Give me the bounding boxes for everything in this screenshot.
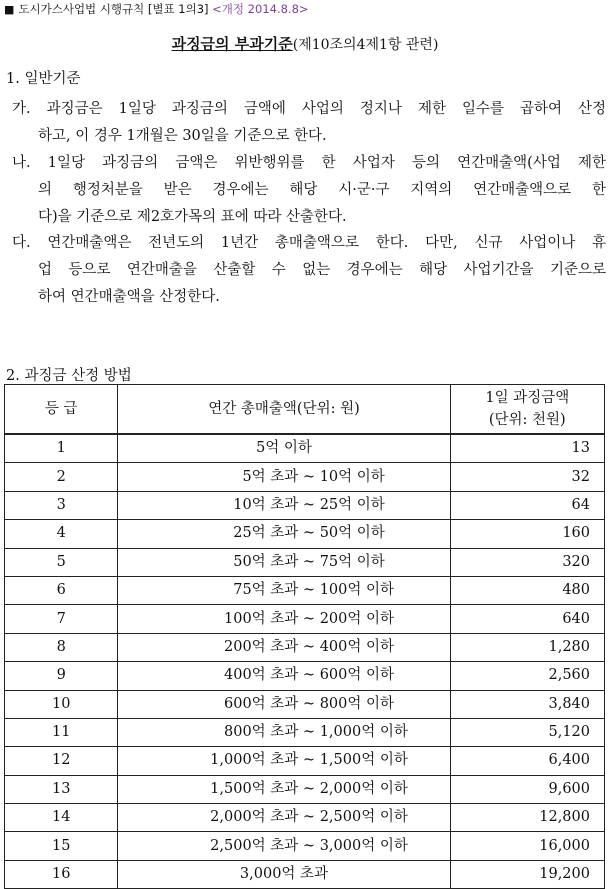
fine-amount-cell: 64 [450,491,604,519]
range-tilde: ~ [302,809,316,826]
table-row [5,633,605,661]
grade-cell: 8 [5,633,118,661]
grade-cell: 15 [5,832,118,860]
sales-to: 400억 이하 [319,638,394,655]
fine-amount-cell: 2,560 [450,662,604,690]
square-bullet-icon: ■ [4,3,15,16]
sales-from: 25억 초과 [233,525,299,542]
sales-range-cell [118,576,450,604]
table-row [5,747,605,775]
sales-to: 2,000억 이하 [319,780,408,797]
general-rule-ga [12,96,606,150]
grade-cell: 6 [5,576,118,604]
range-tilde: ~ [302,496,316,513]
grade-cell: 13 [5,775,118,803]
grade-cell: 12 [5,747,118,775]
grade-cell: 2 [5,463,118,491]
fine-amount-cell: 320 [450,548,604,576]
sales-from: 2,500억 초과 [210,837,299,854]
sales-from: 75억 초과 [233,582,299,599]
grade-cell: 7 [5,605,118,633]
rule-line: 업 등으로 연간매출을 산출할 수 없는 경우에는 해당 사업기간을 기준으로 [38,262,606,278]
sales-to: 75억 이하 [319,553,385,570]
sales-from: 400억 초과 [224,667,299,684]
table-row [5,434,605,463]
fine-header-line1: 1일 과징금액 [485,390,570,406]
range-tilde: ~ [302,610,316,627]
sales-from: 600억 초과 [224,695,299,712]
fine-amount-cell: 1,280 [450,633,604,661]
sales-from: 10억 초과 [233,496,299,513]
grade-cell: 16 [5,860,118,888]
grade-cell: 10 [5,690,118,718]
document-header [4,1,309,18]
grade-column-header: 등 급 [5,385,118,435]
fine-amount-cell: 480 [450,576,604,604]
sales-range-cell [118,605,450,633]
table-row [5,463,605,491]
rule-line: 다. 연간매출액은 전년도의 1년간 총매출액으로 한다. 다만, 신규 사업이나 휴 [12,235,606,251]
sales-to: 2,500억 이하 [319,809,408,826]
sales-to: 800억 이하 [319,695,394,712]
sales-to: 100억 이하 [319,582,394,599]
range-tilde: ~ [302,667,316,684]
table-header-row [5,385,605,435]
general-rule-na [12,150,606,231]
range-tilde: ~ [302,468,316,485]
sales-to: 3,000억 이하 [319,837,408,854]
page-title [0,34,610,55]
sales-range-cell [118,491,450,519]
table-row [5,605,605,633]
sales-from: 1,000억 초과 [210,752,299,769]
sales-from: 800억 초과 [224,724,299,741]
fine-amount-cell: 12,800 [450,804,604,832]
sales-range-cell [118,662,450,690]
sales-range-cell [118,548,450,576]
sales-to: 50억 이하 [319,525,385,542]
rule-line: 의 행정처분을 받은 경우에는 해당 시·군·구 지역의 연간매출액으로 한 [38,182,606,198]
rule-line: 나. 1일당 과징금의 금액은 위반행위를 한 사업자 등의 연간매출액(사업 제한 [12,155,606,171]
sales-to: 1,000억 이하 [319,724,408,741]
fine-table [4,384,605,889]
sales-range-cell [118,463,450,491]
sales-column-header: 연간 총매출액(단위: 원) [118,385,450,435]
grade-cell: 9 [5,662,118,690]
fine-amount-cell: 160 [450,520,604,548]
sales-to: 25억 이하 [319,496,385,513]
grade-cell: 5 [5,548,118,576]
table-row [5,491,605,519]
section-2-heading: 2. 과징금 산정 방법 [6,368,132,384]
fine-amount-cell: 9,600 [450,775,604,803]
fine-amount-cell: 19,200 [450,860,604,888]
range-tilde: ~ [302,553,316,570]
sales-range-cell [118,832,450,860]
range-tilde: ~ [302,837,316,854]
sales-range-cell [118,860,450,888]
range-tilde: ~ [302,780,316,797]
sales-from: 3,000억 초과 [239,866,329,883]
table-row [5,690,605,718]
sales-range-cell [118,690,450,718]
table-row [5,520,605,548]
sales-from: 5억 이하 [256,440,312,457]
fine-amount-cell: 640 [450,605,604,633]
fine-header-line2: (단위: 천원) [488,412,566,428]
grade-cell: 11 [5,718,118,746]
fine-amount-cell: 13 [450,434,604,463]
rule-line: 다)을 기준으로 제2호가목의 표에 따라 산출한다. [38,209,347,225]
range-tilde: ~ [302,724,316,741]
grade-cell: 3 [5,491,118,519]
sales-from: 200억 초과 [224,638,299,655]
table-row [5,662,605,690]
general-rule-da [12,230,606,311]
sales-to: 10억 이하 [319,468,385,485]
section-1-heading: 1. 일반기준 [6,71,81,87]
table-row [5,804,605,832]
rule-line: 하여 연간매출액을 산정한다. [38,289,220,305]
title-main: 과징금의 부과기준 [171,35,293,53]
table-row [5,860,605,888]
fine-column-header [450,385,604,435]
rule-line: 하고, 이 경우 1개월은 30일을 기준으로 한다. [38,128,327,144]
sales-from: 1,500억 초과 [210,780,299,797]
range-tilde: ~ [302,525,316,542]
sales-to: 200억 이하 [319,610,394,627]
sales-to: 1,500억 이하 [319,752,408,769]
sales-from: 5억 초과 [242,468,299,485]
grade-cell: 4 [5,520,118,548]
table-row [5,576,605,604]
sales-from: 50억 초과 [233,553,299,570]
title-sub: (제10조의4제1항 관련) [292,37,439,53]
sales-range-cell [118,434,450,463]
range-tilde: ~ [302,752,316,769]
grade-cell: 1 [5,434,118,463]
table-row [5,718,605,746]
range-tilde: ~ [302,695,316,712]
fine-amount-cell: 3,840 [450,690,604,718]
sales-range-cell [118,804,450,832]
range-tilde: ~ [302,638,316,655]
fine-amount-cell: 32 [450,463,604,491]
sales-range-cell [118,775,450,803]
amendment-date: <개정 2014.8.8> [212,2,309,16]
sales-range-cell [118,633,450,661]
law-reference: 도시가스사업법 시행규칙 [별표 1의3] [18,2,209,16]
range-tilde: ~ [302,582,316,599]
fine-amount-cell: 16,000 [450,832,604,860]
sales-from: 2,000억 초과 [210,809,299,826]
fine-amount-cell: 5,120 [450,718,604,746]
table-row [5,775,605,803]
table-row [5,832,605,860]
sales-to: 600억 이하 [319,667,394,684]
sales-from: 100억 초과 [224,610,299,627]
grade-cell: 14 [5,804,118,832]
table-row [5,548,605,576]
rule-line: 가. 과징금은 1일당 과징금의 금액에 사업의 정지나 제한 일수를 곱하여 산정 [12,101,606,117]
fine-amount-cell: 6,400 [450,747,604,775]
sales-range-cell [118,520,450,548]
sales-range-cell [118,747,450,775]
sales-range-cell [118,718,450,746]
